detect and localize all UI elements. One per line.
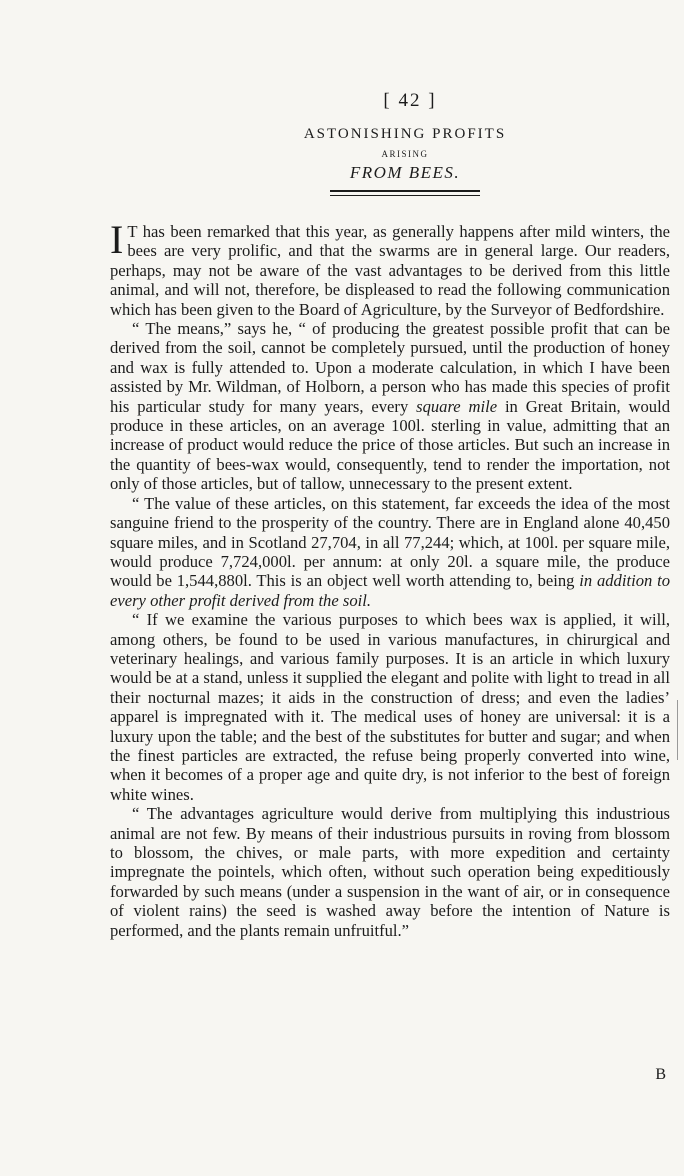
drop-cap: I [110, 217, 124, 262]
paragraph-3-text-a: “ The value of these articles, on this statement, far exceeds the idea of the most sanguine friend to the prosperity of the country. There are in England alone 40,450 square miles, and in Scotland 27,704, in all 77,244; which, at 100l. per square mile, would produce 7,724,000l. per annum: at only 20l. a square mile, the produce would be 1,544,880l. This is an object well worth attending to, being [110, 493, 670, 591]
article-title: ASTONISHING PROFITS [303, 126, 507, 142]
paragraph-2-emphasis: square mile [416, 396, 498, 416]
paragraph-2-text-b: in Great Britain, would produce in these articles, on an average 100l. sterling in value, admitting that an increase of product would reduce the price of those articles. But such an increase in the quantity of bees-wax would, consequently, tend to render the importation, not only of those articles, but of tallow, unnecessary to the present extent. [110, 396, 670, 494]
article-connector: ARISING [381, 149, 429, 159]
paragraph-2-text-a: “ The means,” says he, “ of producing the greatest possible profit that can be derived from the soil, cannot be completely pursued, until the production of honey and wax is fully attended to. Upon a moderate calculation, in which I have been assisted by Mr. Wildman, of Holborn, a person who has made this species of profit his particular study for many years, every [110, 319, 670, 416]
paragraph-4: “ If we examine the various purposes to which bees wax is applied, it will, among others, be found to be used in various manufactures, in chirurgical and veterinary healings, and various family purposes. It is an article in which luxury would be at a stand, unless it supplied the elegant and polite with light to tread in all their nocturnal mazes; it aids in the construction of dress; and even the ladies’ apparel is impregnated with it. The medical uses of honey are universal: it is a luxury upon the table; and the best of the substitutes for butter and sugar; and when the finest particles are extracted, the refuse being properly converted into wine, when it becomes of a proper age and quite dry, is not inferior to the best of foreign white wines. [110, 610, 670, 804]
title-rule [330, 190, 480, 196]
page-edge-mark [677, 700, 678, 760]
article-body [110, 217, 670, 940]
page [110, 90, 670, 940]
paragraph-1-text: T has been remarked that this year, as generally happens after mild winters, the bees are very prolific, and that the swarms are in general large. Our readers, perhaps, may not be aware of the vast advantages to be derived from this little animal, and will not, therefore, be displeased to read the following communication which has been given to the Board of Agriculture, by the Surveyor of Bedfordshire. [110, 222, 670, 319]
paragraph-5: “ The advantages agriculture would derive from multiplying this industrious animal are not few. By means of their industrious pursuits in roving from blossom to blossom, the chives, or male parts, with more expedition and certainty impregnate the pointels, which often, without such operation being expeditiously forwarded by such means (under a suspension in the want of air, or in consequence of violent rains) the seed is washed away before the intention of Nature is performed, and the plants remain unfruitful.” [110, 804, 670, 940]
page-number: [ 42 ] [383, 90, 437, 111]
paragraph-2 [110, 319, 670, 494]
paragraph-3 [110, 494, 670, 610]
paragraph-1 [110, 217, 670, 319]
paragraph-3-emphasis: in addition to every other profit derived from the soil. [110, 571, 670, 610]
article-subtitle: FROM BEES. [349, 163, 461, 182]
catchword: B [655, 1066, 666, 1083]
